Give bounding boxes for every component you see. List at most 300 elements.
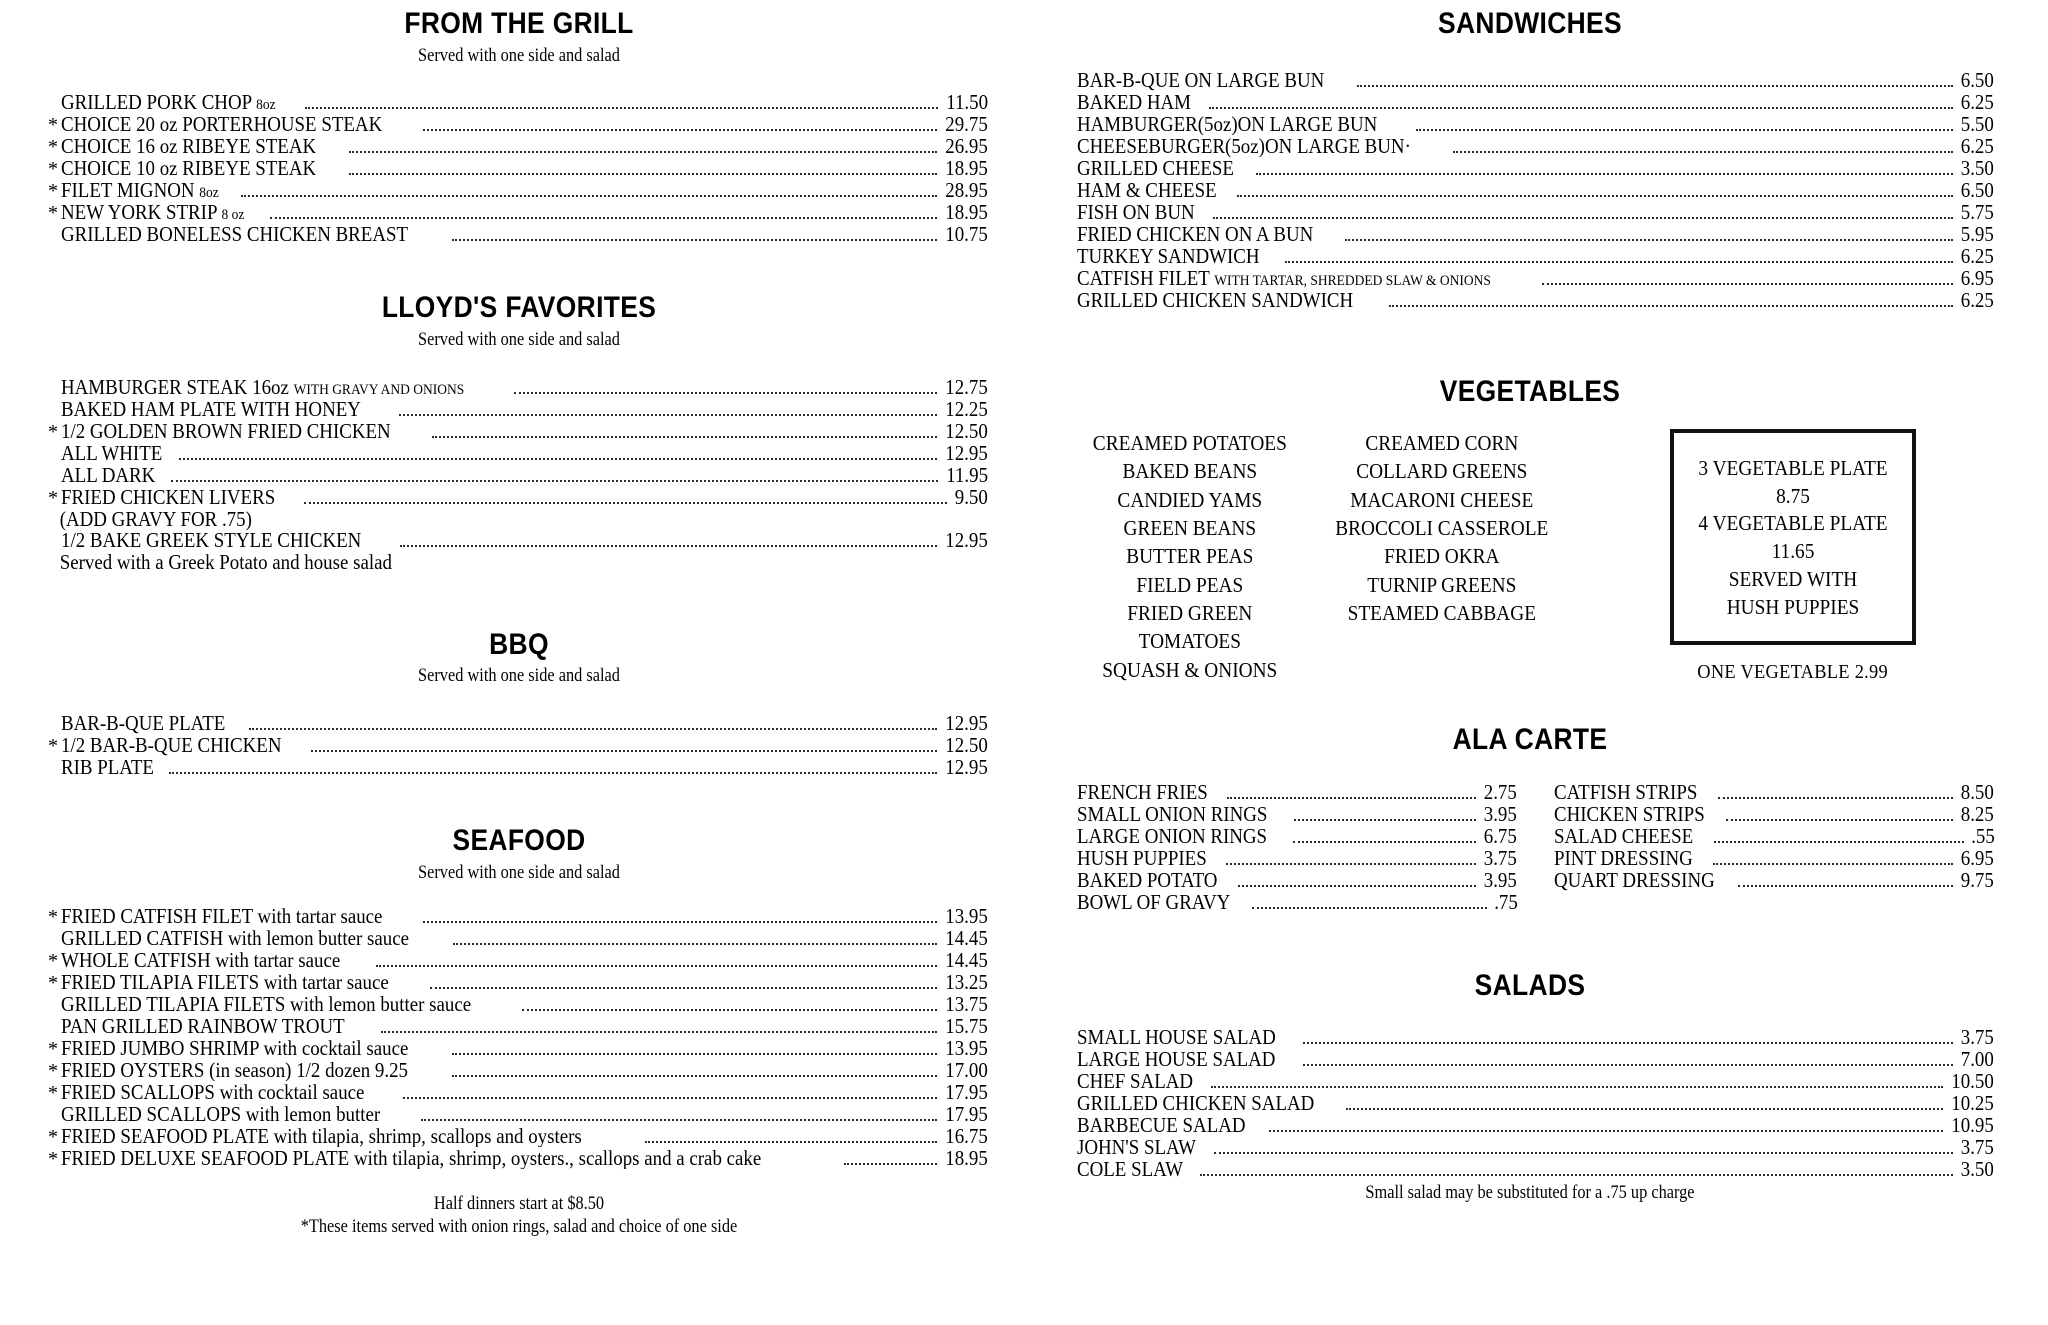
- menu-item-row: [48, 1013, 990, 1038]
- menu-item-price: 11.95: [945, 462, 988, 487]
- list-item: CREAMED CORN: [1364, 431, 1518, 455]
- menu-item-name: LARGE HOUSE SALAD: [1077, 1049, 1276, 1071]
- menu-item-name: FRIED CHICKEN ON A BUN: [1077, 223, 1314, 245]
- menu-item-star: *: [48, 114, 58, 137]
- dot-leader: [381, 1031, 937, 1033]
- dot-leader: [1294, 819, 1477, 821]
- one-vegetable-price: ONE VEGETABLE 2.99: [1697, 661, 1888, 684]
- dot-leader: [249, 728, 937, 730]
- dot-leader: [1713, 863, 1953, 865]
- menu-item-price: 18.95: [945, 1145, 988, 1170]
- dot-leader: [349, 173, 936, 175]
- list-item: 4 VEGETABLE PLATE: [1698, 511, 1888, 536]
- dot-leader: [400, 545, 937, 547]
- section-title-seafood: SEAFOOD: [452, 824, 586, 858]
- menu-item-price: 3.50: [1960, 155, 1995, 180]
- dot-leader: [421, 1119, 937, 1121]
- dot-leader: [452, 1053, 937, 1055]
- menu-item-price: 3.50: [1960, 1157, 1995, 1182]
- menu-item-row: [48, 462, 990, 487]
- ala-carte-column-2: [1541, 779, 1996, 914]
- dot-leader: [1345, 239, 1954, 241]
- section-from-the-grill: [48, 8, 990, 246]
- list-item: CREAMED POTATOES: [1092, 431, 1287, 455]
- menu-item-price: 3.95: [1483, 867, 1518, 892]
- menu-left-column: [26, 8, 1024, 1325]
- dot-leader: [453, 943, 937, 945]
- menu-item-row: [48, 418, 990, 443]
- list-item: SERVED WITH: [1728, 566, 1857, 591]
- menu-item-name: FRIED CHICKEN LIVERS: [61, 486, 276, 508]
- dot-leader: [1453, 151, 1953, 153]
- menu-item-price: 9.50: [954, 484, 989, 509]
- dot-leader: [311, 750, 937, 752]
- menu-item-name: HAMBURGER(5oz)ON LARGE BUN: [1077, 113, 1378, 135]
- list-item: SQUASH & ONIONS: [1102, 657, 1278, 682]
- menu-item-price: 3.75: [1960, 1135, 1995, 1160]
- list-item: CANDIED YAMS: [1117, 487, 1263, 512]
- favorites-greek-note: Served with a Greek Potato and house salad: [59, 549, 392, 574]
- menu-item-row: [48, 1101, 990, 1126]
- menu-item-price: 10.50: [1951, 1069, 1994, 1094]
- dot-leader: [1738, 885, 1954, 887]
- dot-leader: [1714, 841, 1964, 843]
- list-item: BROCCOLI CASSEROLE: [1334, 516, 1548, 541]
- menu-item-row: [1064, 243, 1996, 268]
- menu-item-row: [1064, 1093, 1996, 1115]
- menu-item-price: 18.95: [945, 156, 988, 181]
- menu-item-row: [1064, 133, 1996, 158]
- seafood-footnote-star: *These items served with onion rings, salad and choice of one side: [300, 1216, 738, 1238]
- menu-item-price: 16.75: [945, 1123, 988, 1148]
- dot-leader: [1238, 885, 1476, 887]
- vegetables-column-2: [1316, 429, 1568, 627]
- menu-item-name: GRILLED CHICKEN SANDWICH: [1077, 289, 1354, 311]
- menu-item-price: 14.45: [945, 925, 988, 950]
- vegetables-column-1: [1064, 429, 1316, 684]
- menu-item-star: *: [48, 136, 58, 159]
- menu-item-name: JOHN'S SLAW: [1077, 1137, 1196, 1159]
- list-item: 11.65: [1771, 539, 1815, 564]
- menu-item-row: [48, 1057, 990, 1082]
- favorites-greek-item: [48, 527, 990, 552]
- dot-leader: [1256, 173, 1953, 175]
- dot-leader: [403, 1097, 937, 1099]
- menu-item-price: 3.95: [1483, 801, 1518, 826]
- menu-item-row: [1064, 867, 1519, 892]
- menu-item-price: 14.45: [945, 947, 988, 972]
- menu-item-name: CHEESEBURGER(5oz)ON LARGE BUN·: [1077, 135, 1411, 157]
- menu-item-name: PINT DRESSING: [1554, 847, 1693, 869]
- seafood-item-list: [48, 903, 990, 1170]
- section-sandwiches: [1064, 8, 1996, 312]
- menu-item-row: [48, 527, 990, 552]
- menu-item-price: 6.75: [1483, 823, 1518, 848]
- menu-item-name: PAN GRILLED RAINBOW TROUT: [61, 1015, 345, 1037]
- dot-leader: [514, 392, 937, 394]
- menu-item-price: 5.75: [1960, 199, 1995, 224]
- menu-item-description: WITH GRAVY AND ONIONS: [293, 381, 465, 398]
- menu-item-name: BOWL OF GRAVY: [1077, 891, 1231, 913]
- menu-item-price: 2.75: [1483, 779, 1518, 804]
- menu-item-row: [1064, 265, 1996, 290]
- menu-item-name: FRIED JUMBO SHRIMP with cocktail sauce: [61, 1037, 409, 1059]
- menu-item-row: [48, 925, 990, 950]
- dot-leader: [169, 772, 936, 774]
- menu-item-name: GRILLED TILAPIA FILETS with lemon butter sauce: [61, 993, 472, 1015]
- menu-item-row: [48, 374, 990, 399]
- menu-item-row: [1541, 867, 1996, 892]
- menu-item-name: ALL DARK: [61, 464, 156, 486]
- menu-item-row: [1064, 823, 1519, 848]
- menu-item-row: [1064, 1115, 1996, 1137]
- dot-leader: [270, 217, 937, 219]
- menu-item-price: 12.95: [945, 755, 988, 780]
- menu-item-star: *: [48, 1037, 58, 1060]
- menu-item-description: WITH TARTAR, SHREDDED SLAW & ONIONS: [1214, 272, 1491, 289]
- sandwiches-item-list: [1064, 67, 1996, 312]
- list-item: STEAMED CABBAGE: [1347, 601, 1536, 626]
- menu-item-price: 12.95: [945, 527, 988, 552]
- dot-leader: [1209, 107, 1954, 109]
- menu-item-row: [1064, 89, 1996, 114]
- list-item: FRIED OKRA: [1383, 544, 1500, 569]
- menu-item-row: [48, 114, 990, 136]
- dot-leader: [1226, 863, 1476, 865]
- menu-item-name: GRILLED PORK CHOP 8oz: [61, 92, 276, 114]
- menu-item-description: 8oz: [199, 185, 219, 202]
- menu-item-row: [48, 136, 990, 158]
- list-item: COLLARD GREENS: [1355, 459, 1528, 484]
- menu-item-row: [48, 158, 990, 180]
- menu-item-star: *: [48, 202, 58, 225]
- menu-item-price: .75: [1493, 889, 1518, 914]
- menu-item-price: 12.95: [945, 711, 988, 736]
- dot-leader: [522, 1009, 937, 1011]
- ala-carte-layout: [1064, 779, 1996, 914]
- menu-item-row: [1064, 801, 1519, 826]
- menu-item-name: CATFISH STRIPS: [1554, 781, 1698, 803]
- menu-item-price: 5.95: [1960, 221, 1995, 246]
- menu-item-name: RIB PLATE: [61, 757, 154, 779]
- section-vegetables: [1064, 376, 1996, 685]
- list-item: TURNIP GREENS: [1366, 572, 1516, 597]
- menu-item-price: 6.50: [1960, 177, 1995, 202]
- menu-item-row: [48, 969, 990, 994]
- grill-item-list: [48, 92, 990, 246]
- menu-item-price: 18.95: [945, 200, 988, 225]
- menu-item-star: *: [48, 735, 58, 758]
- section-bbq: [48, 629, 990, 779]
- dot-leader: [1214, 1152, 1953, 1154]
- dot-leader: [1200, 1174, 1953, 1176]
- menu-item-name: LARGE ONION RINGS: [1077, 825, 1268, 847]
- ala-carte-column-1: [1064, 779, 1519, 914]
- menu-item-star: *: [48, 971, 58, 994]
- vegetable-plate-box-holder: [1567, 429, 1996, 684]
- favorites-gravy-note: (ADD GRAVY FOR .75): [59, 506, 252, 531]
- dot-leader: [1293, 841, 1476, 843]
- menu-item-row: [48, 1079, 990, 1104]
- section-subtitle-seafood: Served with one side and salad: [418, 861, 620, 883]
- dot-leader: [241, 195, 936, 197]
- menu-item-star: *: [48, 180, 58, 203]
- menu-item-name: GRILLED SCALLOPS with lemon butter: [61, 1103, 381, 1125]
- menu-item-name: BARBECUE SALAD: [1077, 1115, 1246, 1137]
- menu-item-row: [48, 484, 990, 509]
- menu-item-star: *: [48, 158, 58, 181]
- menu-item-price: 3.75: [1960, 1025, 1995, 1050]
- dot-leader: [1303, 1042, 1953, 1044]
- menu-item-name: CHOICE 20 oz PORTERHOUSE STEAK: [61, 114, 383, 136]
- menu-item-name: CATFISH FILET WITH TARTAR, SHREDDED SLAW & ONIONS: [1077, 267, 1491, 289]
- menu-item-row: [1064, 1159, 1996, 1181]
- menu-item-name: QUART DRESSING: [1554, 869, 1715, 891]
- menu-item-price: 3.75: [1483, 845, 1518, 870]
- menu-item-star: *: [48, 1125, 58, 1148]
- menu-item-name: CHEF SALAD: [1077, 1071, 1194, 1093]
- list-item: FRIED GREEN TOMATOES: [1127, 601, 1253, 654]
- menu-item-price: 6.95: [1960, 265, 1995, 290]
- dot-leader: [1211, 1086, 1943, 1088]
- menu-item-name: SMALL HOUSE SALAD: [1077, 1027, 1276, 1049]
- section-salads: [1064, 970, 1996, 1205]
- dot-leader: [1227, 797, 1476, 799]
- vegetable-plate-box: [1670, 429, 1916, 645]
- menu-item-row: [48, 180, 990, 202]
- menu-item-row: [1064, 111, 1996, 136]
- menu-item-row: [1064, 845, 1519, 870]
- menu-item-name: FRIED DELUXE SEAFOOD PLATE with tilapia, shrimp, oysters., scallops and a crab cake: [61, 1147, 762, 1169]
- dot-leader: [430, 987, 937, 989]
- section-title-salads: SALADS: [1474, 968, 1586, 1002]
- section-subtitle-favorites: Served with one side and salad: [418, 328, 620, 350]
- menu-item-row: [1541, 801, 1996, 826]
- dot-leader: [349, 151, 936, 153]
- dot-leader: [1237, 195, 1953, 197]
- menu-item-name: TURKEY SANDWICH: [1077, 245, 1260, 267]
- menu-item-star: *: [48, 1081, 58, 1104]
- menu-item-description: 8oz: [256, 97, 276, 114]
- menu-item-row: [48, 92, 990, 114]
- menu-item-row: [1064, 1071, 1996, 1093]
- menu-item-price: 12.95: [945, 440, 988, 465]
- dot-leader: [423, 921, 937, 923]
- dot-leader: [1285, 261, 1953, 263]
- menu-item-name: BAKED HAM: [1077, 91, 1191, 113]
- menu-right-column: [1024, 8, 2022, 1325]
- dot-leader: [452, 1075, 937, 1077]
- menu-item-price: 5.50: [1960, 111, 1995, 136]
- dot-leader: [432, 436, 936, 438]
- menu-item-price: 13.95: [945, 1035, 988, 1060]
- menu-item-row: [48, 903, 990, 928]
- dot-leader: [399, 414, 936, 416]
- menu-item-name: WHOLE CATFISH with tartar sauce: [61, 949, 341, 971]
- list-item: 8.75: [1775, 483, 1810, 508]
- menu-item-name: FRIED SEAFOOD PLATE with tilapia, shrimp, scallops and oysters: [61, 1125, 582, 1147]
- dot-leader: [1346, 1108, 1943, 1110]
- menu-item-price: 28.95: [945, 178, 988, 203]
- section-ala-carte: [1064, 724, 1996, 914]
- dot-leader: [423, 129, 937, 131]
- menu-item-price: 6.25: [1960, 133, 1995, 158]
- list-item: GREEN BEANS: [1123, 516, 1257, 541]
- menu-item-name: GRILLED CATFISH with lemon butter sauce: [61, 927, 410, 949]
- menu-item-name: COLE SLAW: [1077, 1159, 1184, 1181]
- dot-leader: [1213, 217, 1954, 219]
- menu-item-price: 13.25: [945, 969, 988, 994]
- menu-item-price: 12.50: [945, 733, 988, 758]
- menu-item-name: GRILLED BONELESS CHICKEN BREAST: [61, 224, 409, 246]
- menu-item-row: [48, 224, 990, 246]
- menu-item-row: [1541, 845, 1996, 870]
- section-title-sandwiches: SANDWICHES: [1438, 7, 1622, 40]
- menu-item-star: *: [48, 486, 58, 509]
- menu-item-price: 6.25: [1960, 243, 1995, 268]
- dot-leader: [1542, 283, 1953, 285]
- menu-item-name: FILET MIGNON 8oz: [61, 180, 219, 202]
- menu-item-name: FRENCH FRIES: [1077, 781, 1208, 803]
- menu-item-row: [48, 713, 990, 735]
- menu-item-name: FRIED TILAPIA FILETS with tartar sauce: [61, 971, 389, 993]
- menu-item-star: *: [48, 1147, 58, 1170]
- menu-item-price: 11.50: [945, 90, 988, 115]
- menu-item-price: .55: [1970, 823, 1995, 848]
- section-seafood: [48, 825, 990, 1239]
- menu-item-name: SALAD CHEESE: [1554, 825, 1694, 847]
- salads-footnote: Small salad may be substituted for a .75 up charge: [1365, 1182, 1695, 1204]
- section-title-ala-carte: ALA CARTE: [1452, 723, 1608, 757]
- menu-item-row: [1064, 155, 1996, 180]
- dot-leader: [304, 502, 947, 504]
- seafood-footnote-half-dinners: Half dinners start at $8.50: [433, 1192, 605, 1214]
- menu-item-name: NEW YORK STRIP 8 oz: [61, 202, 245, 224]
- menu-item-name: 1/2 BAKE GREEK STYLE CHICKEN: [61, 529, 362, 551]
- menu-item-name: BAKED POTATO: [1077, 869, 1218, 891]
- section-title-vegetables: VEGETABLES: [1439, 374, 1621, 408]
- menu-item-price: 17.95: [945, 1101, 988, 1126]
- menu-item-row: [48, 991, 990, 1016]
- menu-item-row: [48, 202, 990, 224]
- dot-leader: [1303, 1064, 1954, 1066]
- menu-item-price: 13.75: [945, 991, 988, 1016]
- menu-item-price: 26.95: [945, 134, 988, 159]
- menu-item-row: [48, 947, 990, 972]
- dot-leader: [305, 107, 938, 109]
- section-title-favorites: LLOYD'S FAVORITES: [381, 291, 657, 325]
- menu-item-name: GRILLED CHICKEN SALAD: [1077, 1093, 1315, 1115]
- dot-leader: [376, 965, 936, 967]
- list-item: FIELD PEAS: [1136, 572, 1244, 597]
- menu-item-price: 12.25: [945, 396, 988, 421]
- menu-item-row: [1064, 1137, 1996, 1159]
- bbq-item-list: [48, 713, 990, 779]
- section-title-bbq: BBQ: [489, 627, 549, 661]
- salads-item-list: [1064, 1027, 1996, 1181]
- menu-item-price: 15.75: [945, 1013, 988, 1038]
- menu-item-price: 10.75: [945, 222, 988, 247]
- menu-item-row: [48, 1145, 990, 1170]
- menu-item-star: *: [48, 420, 58, 443]
- dot-leader: [645, 1141, 937, 1143]
- dot-leader: [1252, 907, 1486, 909]
- menu-item-row: [1064, 221, 1996, 246]
- menu-item-row: [1064, 199, 1996, 224]
- vegetables-layout: [1064, 429, 1996, 684]
- menu-item-price: 6.25: [1960, 287, 1995, 312]
- menu-item-row: [1541, 823, 1996, 848]
- dot-leader: [844, 1163, 937, 1165]
- menu-item-row: [48, 1123, 990, 1148]
- menu-item-row: [48, 735, 990, 757]
- menu-item-row: [1064, 1049, 1996, 1071]
- dot-leader: [179, 458, 937, 460]
- dot-leader: [1389, 305, 1953, 307]
- dot-leader: [1726, 819, 1953, 821]
- menu-item-price: 9.75: [1960, 867, 1995, 892]
- dot-leader: [1718, 797, 1953, 799]
- section-lloyds-favorites: [48, 292, 990, 572]
- menu-item-star: *: [48, 905, 58, 928]
- menu-item-price: 8.25: [1960, 801, 1995, 826]
- dot-leader: [1357, 85, 1954, 87]
- menu-item-name: FISH ON BUN: [1077, 201, 1195, 223]
- menu-item-row: [1064, 67, 1996, 92]
- menu-item-price: 13.95: [945, 903, 988, 928]
- menu-item-price: 17.95: [945, 1079, 988, 1104]
- menu-item-price: 12.50: [945, 418, 988, 443]
- menu-item-row: [1064, 287, 1996, 312]
- menu-item-name: HAMBURGER STEAK 16oz WITH GRAVY AND ONIONS: [61, 376, 465, 398]
- menu-item-star: *: [48, 1059, 58, 1082]
- menu-item-row: [1064, 779, 1519, 804]
- menu-item-row: [1064, 889, 1519, 914]
- list-item: BUTTER PEAS: [1126, 544, 1254, 569]
- menu-item-price: 8.50: [1960, 779, 1995, 804]
- dot-leader: [1416, 129, 1954, 131]
- dot-leader: [171, 480, 938, 482]
- menu-item-row: [48, 440, 990, 465]
- menu-item-price: 29.75: [945, 112, 988, 137]
- menu-item-name: CHOICE 16 oz RIBEYE STEAK: [61, 136, 317, 158]
- menu-item-price: 10.95: [1951, 1113, 1994, 1138]
- dot-leader: [452, 239, 937, 241]
- menu-item-name: FRIED SCALLOPS with cocktail sauce: [61, 1081, 365, 1103]
- menu-item-price: 6.25: [1960, 89, 1995, 114]
- menu-item-name: SMALL ONION RINGS: [1077, 803, 1268, 825]
- menu-item-price: 7.00: [1960, 1047, 1995, 1072]
- section-subtitle-bbq: Served with one side and salad: [418, 665, 620, 687]
- dot-leader: [1269, 1130, 1942, 1132]
- menu-item-description: 8 oz: [221, 207, 245, 224]
- menu-item-row: [1064, 177, 1996, 202]
- menu-item-price: 12.75: [945, 374, 988, 399]
- menu-item-name: CHICKEN STRIPS: [1554, 803, 1705, 825]
- menu-item-name: FRIED CATFISH FILET with tartar sauce: [61, 905, 383, 927]
- menu-item-name: FRIED OYSTERS (in season) 1/2 dozen 9.25: [61, 1059, 409, 1081]
- menu-item-star: *: [48, 949, 58, 972]
- menu-item-name: GRILLED CHEESE: [1077, 157, 1234, 179]
- list-item: BAKED BEANS: [1122, 459, 1258, 484]
- menu-item-row: [1541, 779, 1996, 804]
- menu-item-name: HUSH PUPPIES: [1077, 847, 1207, 869]
- menu-item-name: HAM & CHEESE: [1077, 179, 1217, 201]
- list-item: MACARONI CHEESE: [1349, 487, 1533, 512]
- favorites-item-list: [48, 374, 990, 509]
- section-subtitle-grill: Served with one side and salad: [418, 44, 620, 66]
- list-item: HUSH PUPPIES: [1726, 594, 1859, 619]
